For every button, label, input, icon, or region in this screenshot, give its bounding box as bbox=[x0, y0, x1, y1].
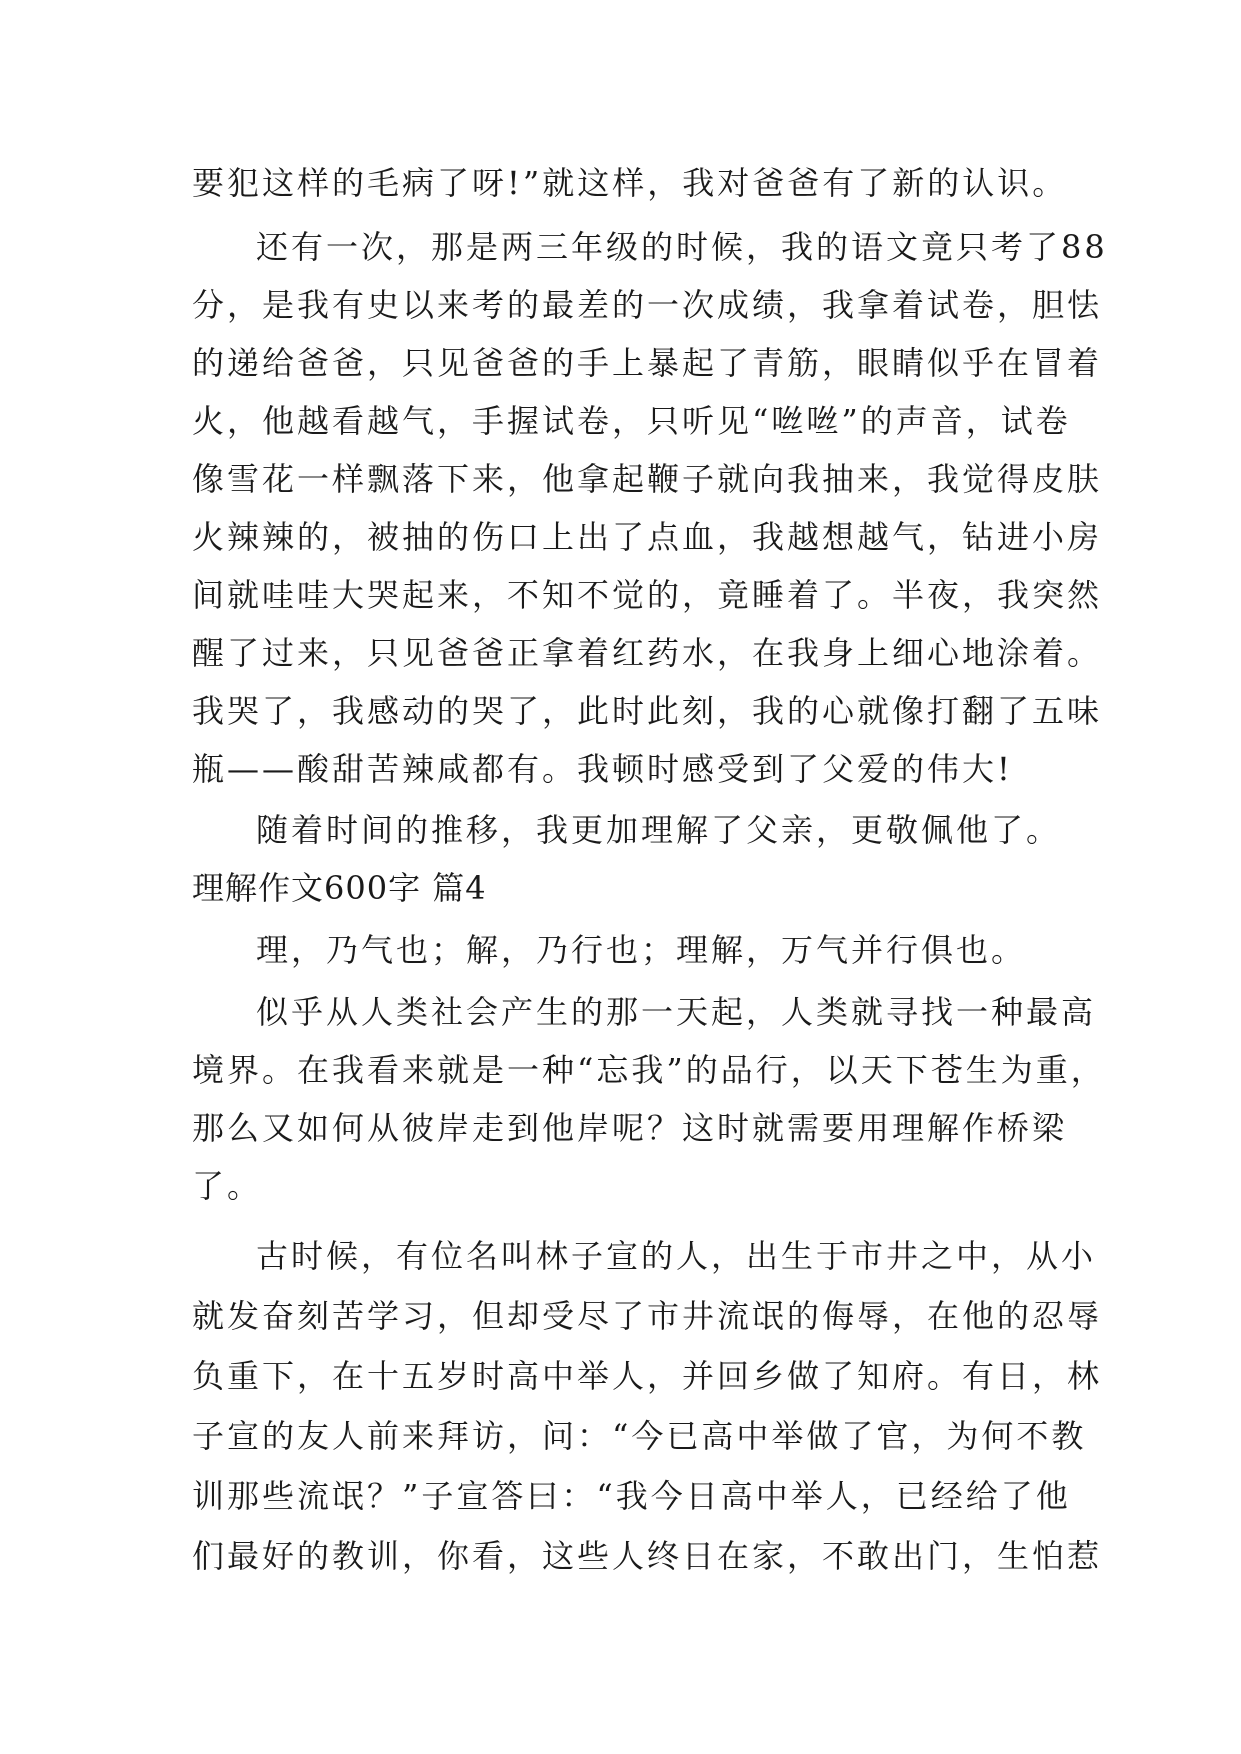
text-line: 理，乃气也；解，乃行也；理解，万气并行俱也。 bbox=[256, 931, 1027, 969]
text-line: 古时候，有位名叫林子宣的人，出生于市井之中，从小 bbox=[256, 1237, 1097, 1275]
text-line: 要犯这样的毛病了呀!”就这样，我对爸爸有了新的认识。 bbox=[192, 164, 1068, 202]
text-line: 似乎从人类社会产生的那一天起，人类就寻找一种最高 bbox=[256, 993, 1097, 1031]
text-line: 间就哇哇大哭起来，不知不觉的，竟睡着了。半夜，我突然 bbox=[192, 576, 1103, 614]
text-line: 还有一次，那是两三年级的时候，我的语文竟只考了88 bbox=[256, 228, 1108, 266]
text-line: 们最好的教训，你看，这些人终日在家，不敢出门，生怕惹 bbox=[192, 1537, 1103, 1575]
text-line: 子宣的友人前来拜访，问：“今已高中举做了官，为何不教 bbox=[192, 1417, 1087, 1455]
text-line: 火辣辣的，被抽的伤口上出了点血，我越想越气，钻进小房 bbox=[192, 518, 1103, 556]
text-line: 分，是我有史以来考的最差的一次成绩，我拿着试卷，胆怯 bbox=[192, 286, 1103, 324]
text-line: 像雪花一样飘落下来，他拿起鞭子就向我抽来，我觉得皮肤 bbox=[192, 460, 1103, 498]
text-line: 就发奋刻苦学习，但却受尽了市井流氓的侮辱，在他的忍辱 bbox=[192, 1297, 1103, 1335]
text-line: 随着时间的推移，我更加理解了父亲，更敬佩他了。 bbox=[256, 811, 1062, 849]
text-line: 那么又如何从彼岸走到他岸呢？这时就需要用理解作桥梁 bbox=[192, 1109, 1068, 1147]
text-line: 我哭了，我感动的哭了，此时此刻，我的心就像打翻了五味 bbox=[192, 692, 1103, 730]
text-line: 醒了过来，只见爸爸正拿着红药水，在我身上细心地涂着。 bbox=[192, 634, 1103, 672]
text-line: 训那些流氓？”子宣答曰：“我今日高中举人，已经给了他 bbox=[192, 1477, 1071, 1515]
text-line: 的递给爸爸，只见爸爸的手上暴起了青筋，眼睛似乎在冒着 bbox=[192, 344, 1103, 382]
section-heading: 理解作文600字 篇4 bbox=[192, 869, 487, 907]
text-line: 火，他越看越气，手握试卷，只听见“咝咝”的声音，试卷 bbox=[192, 402, 1071, 440]
text-line: 了。 bbox=[192, 1167, 263, 1205]
text-line: 负重下，在十五岁时高中举人，并回乡做了知府。有日，林 bbox=[192, 1357, 1103, 1395]
text-line: 瓶——酸甜苦辣咸都有。我顿时感受到了父爱的伟大! bbox=[192, 750, 1013, 788]
text-line: 境界。在我看来就是一种“忘我”的品行，以天下苍生为重， bbox=[192, 1051, 1106, 1089]
